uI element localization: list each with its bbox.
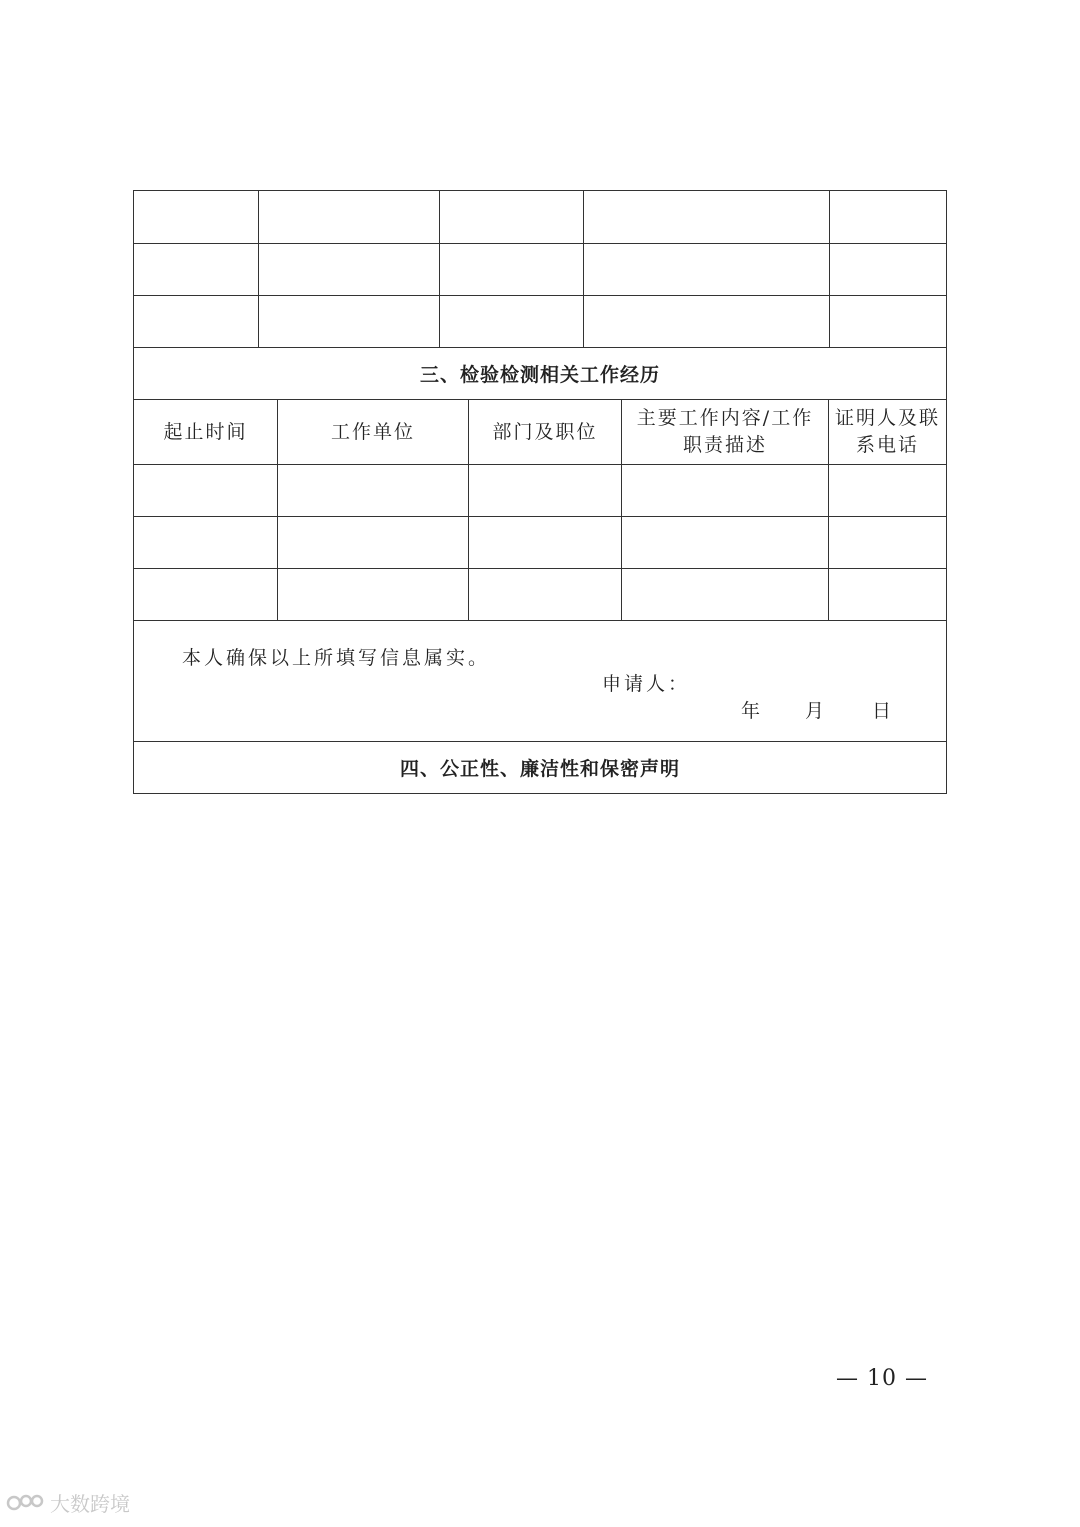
watermark-logo-icon (6, 1490, 46, 1516)
table-row (134, 295, 946, 347)
page-number: — 10 — (836, 1366, 928, 1391)
table-cell (468, 465, 621, 516)
table-cell (621, 517, 828, 568)
table-cell (583, 191, 829, 243)
table-cell (134, 244, 258, 295)
table-cell (583, 244, 829, 295)
day-label: 日 (872, 700, 895, 722)
table-cell (277, 569, 468, 620)
header-department-position: 部门及职位 (468, 400, 621, 464)
section4-title: 四、公正性、廉洁性和保密声明 (134, 741, 946, 793)
section3-title: 三、检验检测相关工作经历 (134, 347, 946, 399)
header-period: 起止时间 (163, 420, 248, 443)
table-row (134, 191, 946, 243)
table-cell (439, 296, 583, 347)
table-row (134, 243, 946, 295)
table-cell (134, 569, 277, 620)
table-cell (583, 296, 829, 347)
section3-header-row (134, 399, 946, 464)
declaration-text: 本人确保以上所填写信息属实。 (182, 647, 491, 669)
table-row (134, 516, 946, 568)
table-cell (258, 296, 439, 347)
month-label: 月 (805, 700, 828, 722)
table-cell (134, 465, 277, 516)
declaration-block (134, 620, 946, 741)
table-cell (134, 191, 258, 243)
table-cell (829, 296, 946, 347)
table-cell (439, 244, 583, 295)
table-cell (134, 296, 258, 347)
table-cell (277, 517, 468, 568)
table-cell (134, 517, 277, 568)
watermark (6, 1488, 130, 1517)
table-cell (468, 569, 621, 620)
table-row (134, 568, 946, 620)
table-cell (621, 569, 828, 620)
application-form-table (133, 190, 947, 794)
table-cell (621, 465, 828, 516)
table-cell (468, 517, 621, 568)
watermark-text: 大数跨境 (50, 1492, 130, 1516)
table-cell (439, 191, 583, 243)
header-job-description: 主要工作内容/工作职责描述 (621, 400, 828, 464)
table-cell (277, 465, 468, 516)
table-cell (258, 191, 439, 243)
table-cell (828, 465, 946, 516)
year-label: 年 (741, 700, 764, 722)
table-cell (828, 517, 946, 568)
header-reference-contact: 证明人及联系电话 (828, 400, 946, 464)
applicant-label: 申请人： (602, 673, 691, 695)
table-cell (829, 244, 946, 295)
table-cell (258, 244, 439, 295)
table-cell (828, 569, 946, 620)
header-employer: 工作单位 (277, 400, 468, 464)
table-cell (829, 191, 946, 243)
table-row (134, 464, 946, 516)
